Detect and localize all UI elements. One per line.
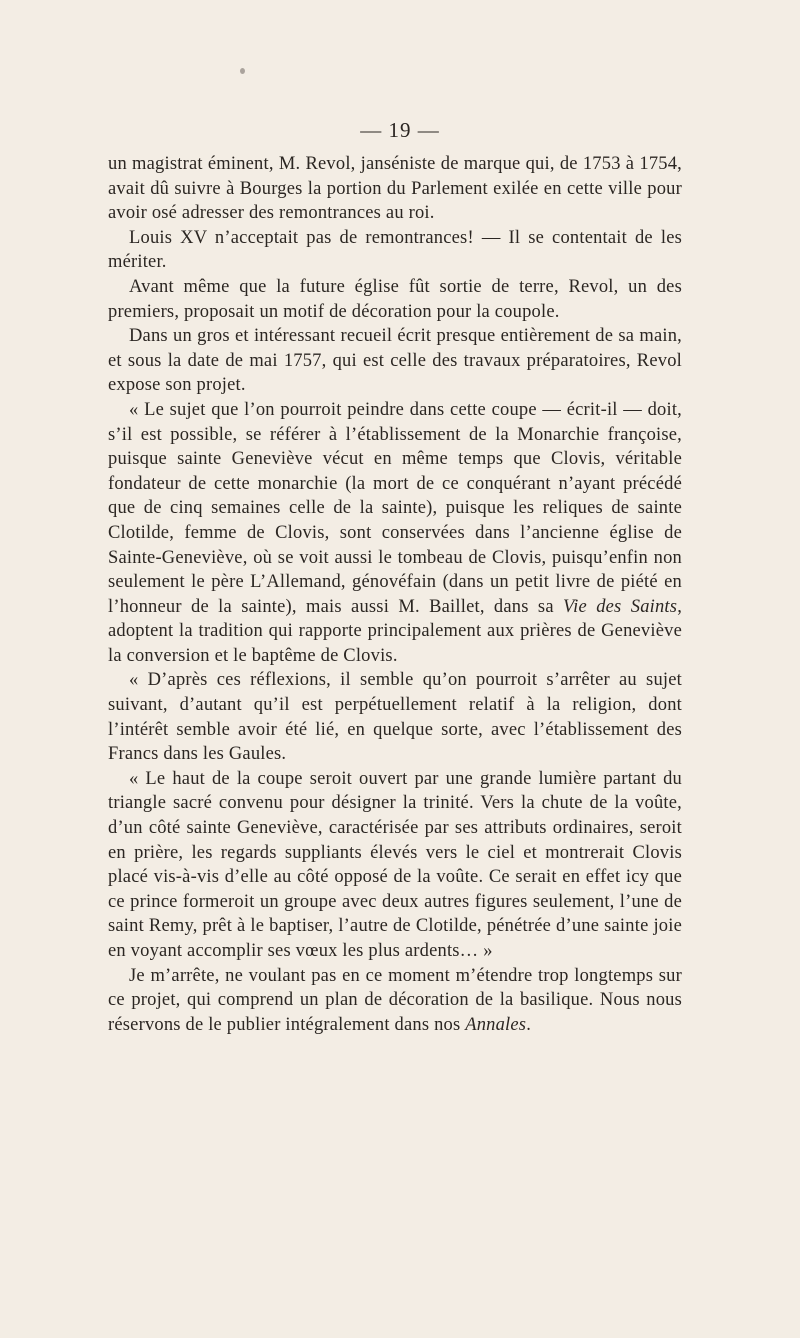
annales-italic: Annales bbox=[465, 1014, 527, 1035]
quote-text: , adoptent la tradition qui rapporte principalement aux prières de Geneviève la conversion et le baptême de Clovis. bbox=[108, 596, 683, 666]
paragraph: Dans un gros et intéressant recueil écrit presque entièrement de sa main, et sous la date de mai 1757, qui est celle des travaux préparatoires, Revol expose son projet. bbox=[108, 326, 682, 396]
paragraph-text: . bbox=[526, 1014, 532, 1035]
ink-speck bbox=[240, 68, 245, 74]
paragraph-continuation: un magistrat éminent, M. Revol, janséniste de marque qui, de 1753 à 1754, avait dû suivre à Bourges la portion du Parlement exilée en cette ville pour avoir osé adresser des remontrances au roi. bbox=[108, 154, 682, 224]
body-text bbox=[108, 152, 682, 1037]
paragraph: Louis XV n’acceptait pas de remontrances! — Il se contentait de les mériter. bbox=[108, 227, 682, 273]
paragraph: Avant même que la future église fût sortie de terre, Revol, un des premiers, proposait un motif de décoration pour la coupole. bbox=[108, 276, 682, 322]
paragraph-quotation bbox=[108, 398, 682, 669]
quote-text: « Le sujet que l’on pourroit peindre dans cette coupe — écrit-il — doit, s’il est possible, se référer à l’établissement de la Monarchie françoise, puisque sainte Geneviève vécut en même temps que Clovis, véritable fondateur de cette monarchie (la mort de ce conquérant n’ayant précédé que de cinq semaines celle de la sainte), puisque les reliques de sainte Clotilde, femme de Clovis, sont conservées dans l’ancienne église de Sainte-Geneviève, où se voit aussi le tombeau de Clovis, puisqu’enfin non seulement le père L’Allemand, génovéfain (dans un petit livre de piété en l’honneur de la sainte), mais aussi M. Baillet, dans sa bbox=[108, 399, 682, 617]
paragraph-quotation: « D’après ces réflexions, il semble qu’on pourroit s’arrêter au sujet suivant, d’autant qu’il est perpétuellement relatif à la religion, dont l’intérêt semble avoir été lié, en quelque sorte, avec l’établissement des Francs dans les Gaules. bbox=[108, 670, 682, 765]
book-title-italic: Vie des Saints bbox=[563, 596, 678, 617]
paragraph-text: Je m’arrête, ne voulant pas en ce moment m’étendre trop longtemps sur ce projet, qui comprend un plan de décoration de la basilique. Nous nous réservons de le publier intégralement dans nos bbox=[108, 965, 682, 1035]
paragraph bbox=[108, 964, 682, 1038]
paragraph-quotation: « Le haut de la coupe seroit ouvert par une grande lumière partant du triangle sacré convenu pour désigner la trinité. Vers la chute de la voûte, d’un côté sainte Geneviève, caractérisée par ses attributs ordinaires, seroit en prière, les regards suppliants élevés vers le ciel et montrerait Clovis placé vis-à-vis d’elle au côté opposé de la voûte. Ce serait en effet icy que ce prince formeroit un groupe avec deux autres figures seulement, l’une de saint Remy, prêt à le baptiser, l’autre de Clotilde, pénétrée d’une sainte joie en voyant accomplir ses vœux les plus ardents… » bbox=[108, 768, 682, 961]
page-number: — 19 — bbox=[360, 118, 440, 142]
